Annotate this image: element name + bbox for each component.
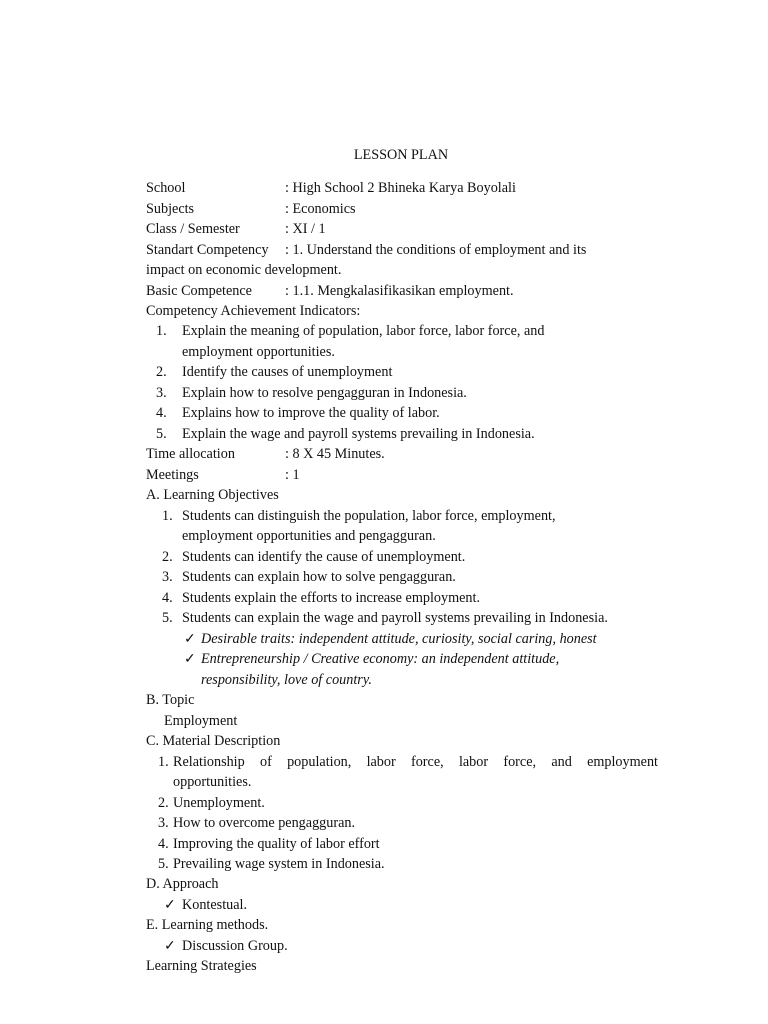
trait-text-continued: responsibility, love of country. xyxy=(201,672,372,688)
checkmark-icon: ✓ xyxy=(164,938,176,954)
material-text-continued: opportunities. xyxy=(173,774,252,790)
material-text: Prevailing wage system in Indonesia. xyxy=(173,856,385,872)
indicator-number: 2. xyxy=(156,364,167,380)
objective-text-continued: employment opportunities and pengagguran. xyxy=(182,528,436,544)
subjects-value: : Economics xyxy=(285,201,356,217)
standard-competency-value: : 1. Understand the conditions of employment and its xyxy=(285,242,587,258)
material-number: 2. xyxy=(158,795,169,811)
material-text: Unemployment. xyxy=(173,795,265,811)
time-allocation-value: : 8 X 45 Minutes. xyxy=(285,446,385,462)
objective-number: 4. xyxy=(162,590,173,606)
objective-number: 2. xyxy=(162,549,173,565)
material-text: Improving the quality of labor effort xyxy=(173,836,380,852)
indicator-text-continued: employment opportunities. xyxy=(182,344,335,360)
indicators-heading: Competency Achievement Indicators: xyxy=(146,303,361,319)
standard-competency-label: Standart Competency xyxy=(146,242,269,258)
class-label: Class / Semester xyxy=(146,221,240,237)
indicator-text: Explain the meaning of population, labor force, labor force, and xyxy=(182,323,545,339)
indicator-text: Explains how to improve the quality of labor. xyxy=(182,405,440,421)
indicator-number: 4. xyxy=(156,405,167,421)
meetings-value: : 1 xyxy=(285,467,300,483)
objective-number: 1. xyxy=(162,508,173,524)
trait-text: Entrepreneurship / Creative economy: an independent attitude, xyxy=(201,651,560,667)
objective-text: Students can explain the wage and payroll systems prevailing in Indonesia. xyxy=(182,610,608,626)
objective-number: 5. xyxy=(162,610,173,626)
material-text: How to overcome pengagguran. xyxy=(173,815,356,831)
indicator-text: Identify the causes of unemployment xyxy=(182,364,393,380)
standard-competency-continued: impact on economic development. xyxy=(146,262,342,278)
page-title: LESSON PLAN xyxy=(353,147,449,163)
material-number: 5. xyxy=(158,856,169,872)
material-text: Relationship of population, labor force, labor force, and employment xyxy=(173,754,658,770)
topic-text: Employment xyxy=(164,713,238,729)
section-e-heading: E. Learning methods. xyxy=(146,917,269,933)
school-value: : High School 2 Bhineka Karya Boyolali xyxy=(285,180,516,196)
school-label: School xyxy=(146,180,186,196)
checkmark-icon: ✓ xyxy=(184,651,196,667)
section-c-heading: C. Material Description xyxy=(146,733,281,749)
objective-text: Students can distinguish the population, labor force, employment, xyxy=(182,508,556,524)
section-d-heading: D. Approach xyxy=(146,876,219,892)
section-b-heading: B. Topic xyxy=(146,692,195,708)
objective-text: Students can explain how to solve pengagguran. xyxy=(182,569,456,585)
indicator-number: 5. xyxy=(156,426,167,442)
time-allocation-label: Time allocation xyxy=(146,446,235,462)
subjects-label: Subjects xyxy=(146,201,195,217)
material-number: 3. xyxy=(158,815,169,831)
checkmark-icon: ✓ xyxy=(184,631,196,647)
class-value: : XI / 1 xyxy=(285,221,326,237)
basic-competence-value: : 1.1. Mengkalasifikasikan employment. xyxy=(285,283,514,299)
learning-strategies-heading: Learning Strategies xyxy=(146,958,257,974)
indicator-text: Explain the wage and payroll systems prevailing in Indonesia. xyxy=(182,426,535,442)
indicator-number: 3. xyxy=(156,385,167,401)
checkmark-icon: ✓ xyxy=(164,897,176,913)
section-a-heading: A. Learning Objectives xyxy=(146,487,279,503)
indicator-number: 1. xyxy=(156,323,167,339)
objective-number: 3. xyxy=(162,569,173,585)
material-number: 4. xyxy=(158,836,169,852)
method-text: Discussion Group. xyxy=(182,938,288,954)
approach-text: Kontestual. xyxy=(182,897,248,913)
material-number: 1. xyxy=(158,754,169,770)
trait-text: Desirable traits: independent attitude, curiosity, social caring, honest xyxy=(201,631,597,647)
meetings-label: Meetings xyxy=(146,467,199,483)
basic-competence-label: Basic Competence xyxy=(146,283,252,299)
indicator-text: Explain how to resolve pengagguran in Indonesia. xyxy=(182,385,467,401)
objective-text: Students explain the efforts to increase employment. xyxy=(182,590,480,606)
objective-text: Students can identify the cause of unemployment. xyxy=(182,549,466,565)
